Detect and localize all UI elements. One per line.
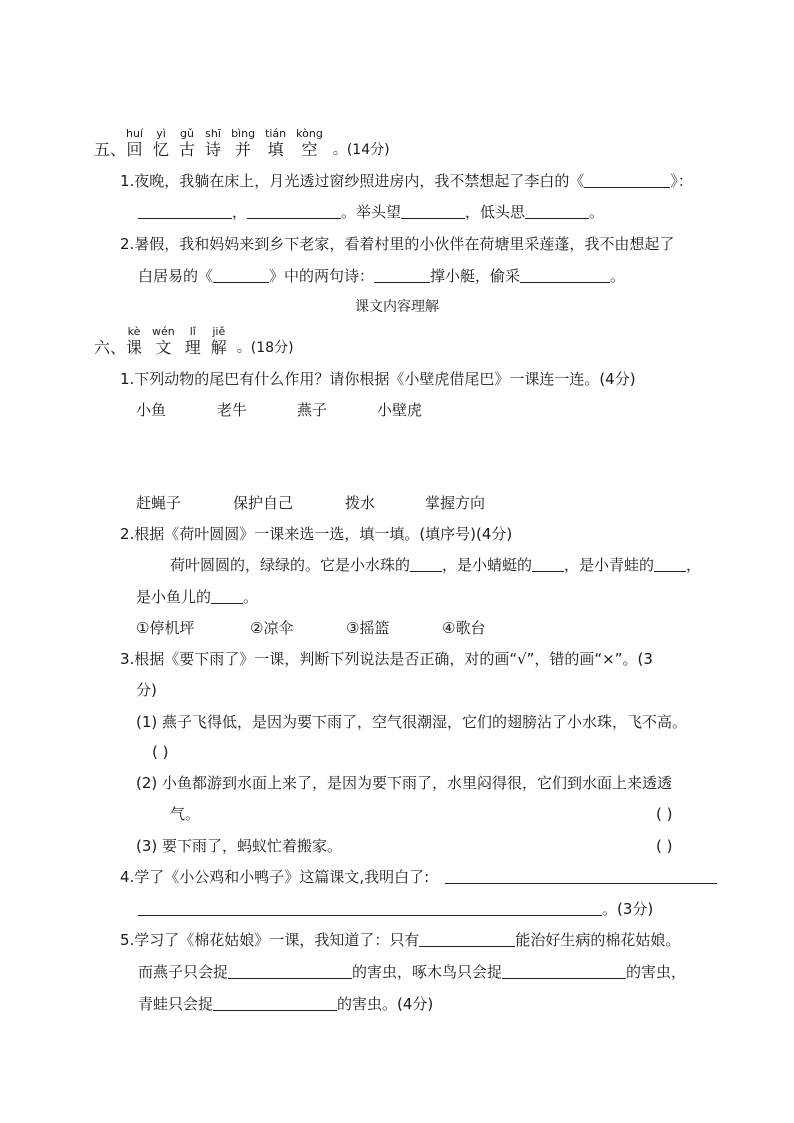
section-5-score: 。(14分)	[332, 142, 390, 158]
pinyin: tián	[265, 127, 287, 140]
poem-line3-blank[interactable]	[401, 200, 465, 219]
sec6-q3-line1: 3.根据《要下雨了》一课，判断下列说法是否正确，对的画“√”，错的画“×”。(3	[120, 650, 653, 668]
ruby-char	[296, 128, 323, 160]
hanzi: 课	[126, 338, 143, 357]
poem2-title-blank[interactable]	[213, 264, 269, 283]
option-item: ④歌台	[442, 619, 486, 637]
sec6-q5-line1: 5.学习了《棉花姑娘》一课，我知道了：只有 能治好生病的棉花姑娘。	[120, 928, 680, 952]
option-item: ①停机坪	[136, 619, 195, 637]
fill-blank-3[interactable]	[654, 553, 686, 572]
sec6-q3-item1: (1) 燕子飞得低，是因为要下雨了，空气很潮湿，它们的翅膀沾了小水珠，飞不高。	[136, 713, 688, 731]
hanzi: 古	[179, 140, 196, 159]
sec6-q5-line2: 而燕子只会捉 的害虫，啄木鸟只会捉 的害虫，	[138, 960, 686, 984]
pinyin: huí	[126, 127, 144, 140]
pinyin: lǐ	[189, 325, 196, 338]
sec6-q2-para2: 是小鱼儿的 。	[136, 585, 258, 609]
hanzi: 回	[126, 140, 143, 159]
function-item[interactable]: 保护自己	[233, 494, 294, 512]
animal-item[interactable]: 小鱼	[136, 401, 167, 419]
judge-paren-2[interactable]: ( )	[656, 805, 673, 823]
sec6-q5-line3: 青蛙只会捉 的害虫。(4分)	[138, 992, 433, 1016]
answer-line-2[interactable]	[138, 915, 602, 916]
pinyin: kòng	[296, 127, 323, 140]
hanzi: 空	[301, 140, 318, 159]
sec6-q2-text: 2.根据《荷叶圆圆》一课来选一选，填一填。(填序号)(4分)	[120, 525, 513, 543]
section-6-number: 六、	[94, 338, 127, 357]
pinyin: wén	[152, 325, 175, 338]
judge-paren-3[interactable]: ( )	[656, 837, 673, 855]
function-item[interactable]: 掌握方向	[425, 494, 486, 512]
pinyin: shī	[205, 127, 221, 140]
sec6-q4-line2: 。(3分)	[602, 900, 654, 918]
sec6-q1-text: 1.下列动物的尾巴有什么作用？请你根据《小壁虎借尾巴》一课连一连。(4分)	[120, 370, 636, 388]
ruby-char	[152, 326, 175, 358]
sec5-q2-line1: 2.暑假，我和妈妈来到乡下老家，看着村里的小伙伴在荷塘里采莲蓬，我不由想起了	[120, 235, 675, 253]
ruby-char	[126, 128, 143, 160]
option-item: ③摇篮	[346, 619, 390, 637]
judge-paren-1[interactable]: ( )	[152, 743, 169, 761]
animal-item[interactable]: 老牛	[217, 401, 248, 419]
sec5-q1-line2: ， 。举头望 ，低头思 。	[138, 200, 604, 224]
answer-line-1[interactable]	[445, 883, 717, 884]
ruby-char	[265, 128, 286, 160]
animal-item[interactable]: 小壁虎	[377, 401, 423, 419]
ruby-char	[153, 128, 169, 160]
sec6-q4-line1: 4.学了《小公鸡和小鸭子》这篇课文,我明白了:	[120, 868, 430, 886]
subsection-title: 课文内容理解	[355, 299, 439, 315]
poem2-line2-blank[interactable]	[520, 264, 610, 283]
poem-line4-blank[interactable]	[525, 200, 589, 219]
pinyin: jiě	[212, 325, 226, 338]
hanzi: 填	[267, 140, 284, 159]
hanzi: 理	[184, 338, 201, 357]
sec6-q3-item3: (3) 要下雨了，蚂蚁忙着搬家。	[136, 837, 343, 855]
answer-blank-frog[interactable]	[213, 992, 337, 1011]
answer-blank-cure[interactable]	[419, 928, 515, 947]
sec6-q2-para1: 荷叶圆圆的，绿绿的。它是小水珠的 ，是小蜻蜓的 ，是小青蛙的 ，	[170, 553, 701, 577]
fill-blank-2[interactable]	[532, 553, 564, 572]
pinyin: yì	[156, 127, 166, 140]
answer-blank-swallow[interactable]	[228, 960, 352, 979]
ruby-char	[231, 128, 255, 160]
section-6-heading	[94, 326, 294, 358]
hanzi: 文	[155, 338, 172, 357]
section-6-title	[126, 326, 237, 358]
sec5-q2-line2: 白居易的《 》中的两句诗： 撑小艇，偷采 。	[138, 264, 625, 288]
section-5-heading	[94, 128, 390, 160]
sec5-q1-line1: 1.夜晚，我躺在床上，月光透过窗纱照进房内，我不禁想起了李白的《 》：	[120, 169, 693, 193]
poem-line1-blank[interactable]	[138, 200, 232, 219]
fill-blank-4[interactable]	[211, 585, 243, 604]
animal-item[interactable]: 燕子	[297, 401, 328, 419]
pinyin: bìng	[231, 127, 256, 140]
hanzi: 忆	[153, 140, 170, 159]
poem-line2-blank[interactable]	[247, 200, 341, 219]
hanzi: 诗	[205, 140, 222, 159]
pinyin: kè	[127, 325, 141, 338]
pinyin: gǔ	[180, 127, 195, 140]
ruby-char	[205, 128, 221, 160]
function-item[interactable]: 拨水	[345, 494, 376, 512]
poem2-line1-blank[interactable]	[374, 264, 430, 283]
sec6-q3-item2: (2) 小鱼都游到水面上来了，是因为要下雨了，水里闷得很，它们到水面上来透透	[136, 774, 673, 792]
sec6-q3-line2: 分)	[136, 681, 157, 699]
hanzi: 并	[235, 140, 252, 159]
section-5-number: 五、	[94, 140, 127, 159]
fill-blank-1[interactable]	[410, 553, 442, 572]
sec6-q3-item2b: 气。	[170, 805, 201, 823]
function-item[interactable]: 赶蝇子	[136, 494, 182, 512]
ruby-char	[126, 326, 142, 358]
hanzi: 解	[210, 338, 227, 357]
section-5-title	[126, 128, 333, 160]
ruby-char	[179, 128, 195, 160]
poem-title-blank[interactable]	[584, 169, 670, 188]
section-6-score: 。(18分)	[236, 340, 294, 356]
ruby-char	[185, 326, 201, 358]
answer-blank-woodpecker[interactable]	[502, 960, 626, 979]
ruby-char	[211, 326, 227, 358]
option-item: ②凉伞	[250, 619, 294, 637]
